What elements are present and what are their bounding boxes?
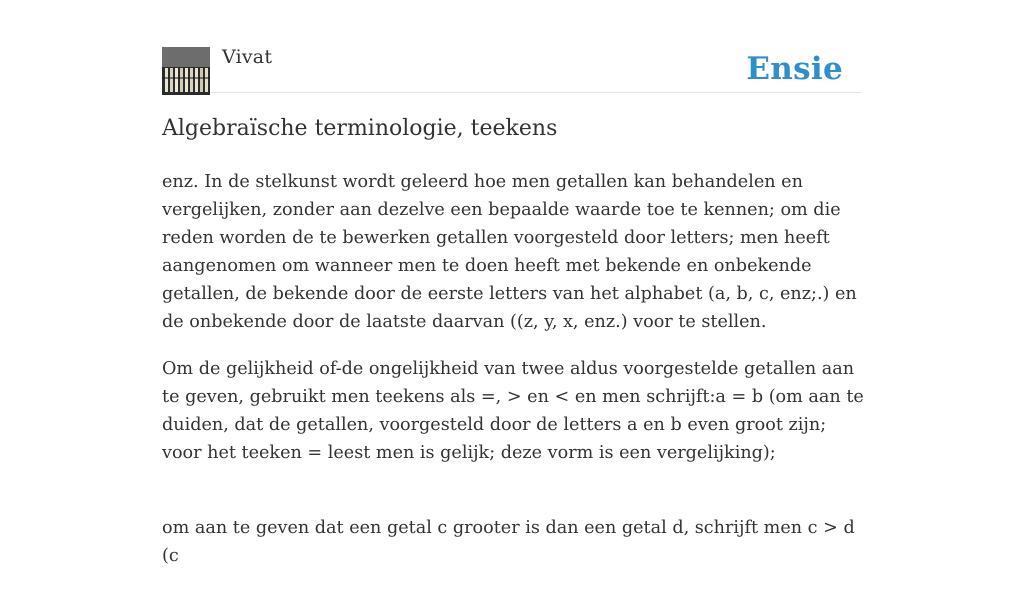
paragraph: om aan te geven dat een getal c grooter is dan een getal d, schrijft men c > d (c <box>162 518 855 566</box>
article-title: Algebraïsche terminologie, teekens <box>162 116 558 141</box>
article-header <box>162 46 862 93</box>
author-name[interactable]: Vivat <box>222 46 273 68</box>
paragraph: Om de gelijkheid of-de ongelijkheid van twee aldus voorgestelde getallen aan te geven, gebruikt men teekens als =, > en < en men schrijft:a = b (om aan te duiden, dat de getallen, voorgesteld door de letters a en b even groot zijn; voor het teeken = leest men is gelijk; deze vorm is een vergelijking); <box>162 359 864 463</box>
paragraph: enz. In de stelkunst wordt geleerd hoe men getallen kan behandelen en vergelijken, zonder aan dezelve een bepaalde waarde toe te kennen; om die reden worden de te bewerken getallen voorgesteld door letters; men heeft aangenomen om wanneer men te doen heeft met bekende en onbekende getallen, de bekende door de eerste letters van het alphabet (a, b, c, enz;.) en de onbekende door de laatste daarvan ((z, y, x, enz.) voor te stellen. <box>162 172 857 332</box>
avatar[interactable] <box>162 47 210 95</box>
article-body <box>162 168 867 589</box>
book-spines-avatar-icon <box>162 47 210 95</box>
ensie-logo[interactable]: Ensie <box>746 51 843 87</box>
paragraph-spacer <box>162 486 867 514</box>
